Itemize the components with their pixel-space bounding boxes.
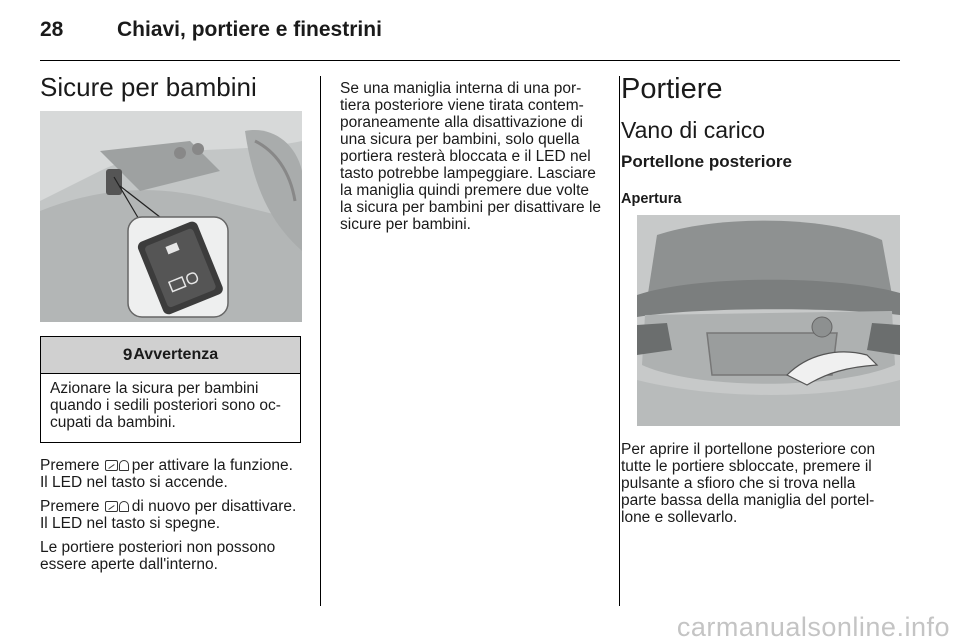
subheading-vano: Vano di carico [621,117,766,143]
warning-text [41,374,300,431]
right-paragraph [621,441,906,526]
child-lock-icon [105,460,118,471]
para-line: una sicura per bambini, solo quella [340,131,580,148]
column-divider-right [619,76,620,606]
para-line: parte bassa della maniglia del portel- [621,492,875,509]
para-line: la sicura per bambini per disattivare le [340,199,602,216]
header-rule [40,60,900,61]
middle-paragraph [340,80,615,233]
paragraph-rear-doors [40,539,315,573]
warning-title: Avvertenza [133,346,219,363]
warning-line: cupati da bambini. [50,414,176,431]
para-line: Se una maniglia interna di una por- [340,80,582,97]
warning-box [40,336,301,443]
para-line: Per aprire il portellone posteriore con [621,441,876,458]
tailgate-drawing [637,215,900,426]
para-line: tasto potrebbe lampeggiare. Lasciare [340,165,596,182]
column-divider-left [320,76,321,606]
warning-line: quando i sedili posteriori sono oc- [50,397,281,414]
para-text: essere aperte dall'interno. [40,556,218,573]
paragraph-activate [40,457,315,491]
door-panel-drawing [40,111,302,322]
section-heading: Sicure per bambini [40,72,257,102]
para-text: Le portiere posteriori non possono [40,539,276,556]
chapter-title: Chiavi, portiere e finestrini [117,18,382,41]
child-lock-icon [105,501,118,512]
warning-line: Azionare la sicura per bambini [50,380,259,397]
para-line: lone e sollevarlo. [621,509,738,526]
para-line: tiera posteriore viene tirata contem- [340,97,584,114]
para-text: Il LED nel tasto si spegne. [40,515,221,532]
para-line: pulsante a sfioro che si trova nella [621,475,856,492]
para-text: per attivare la funzione. [131,457,293,474]
warning-icon: 9 [122,345,133,364]
page-number: 28 [40,18,64,41]
label-apertura: Apertura [621,191,682,207]
paragraph-deactivate [40,498,315,532]
child-lock-switch-illustration [40,111,302,322]
para-line: tutte le portiere sbloccate, premere il [621,458,872,475]
para-line: portiera resterà bloccata e il LED nel [340,148,591,165]
para-text: Premere [40,457,100,474]
tailgate-illustration [637,215,900,426]
para-text: di nuovo per disattivare. [131,498,297,515]
watermark: carmanualsonline.info [676,612,950,642]
section-heading-portiere: Portiere [621,73,723,105]
subsubheading-portellone: Portellone posteriore [621,152,792,171]
warning-header [41,337,300,374]
para-line: poraneamente alla disattivazione di [340,114,583,131]
para-line: sicure per bambini. [340,216,471,233]
para-text: Premere [40,498,100,515]
lock-icon [119,501,129,512]
lock-icon [119,460,129,471]
para-text: Il LED nel tasto si accende. [40,474,228,491]
para-line: la maniglia quindi premere due volte [340,182,590,199]
